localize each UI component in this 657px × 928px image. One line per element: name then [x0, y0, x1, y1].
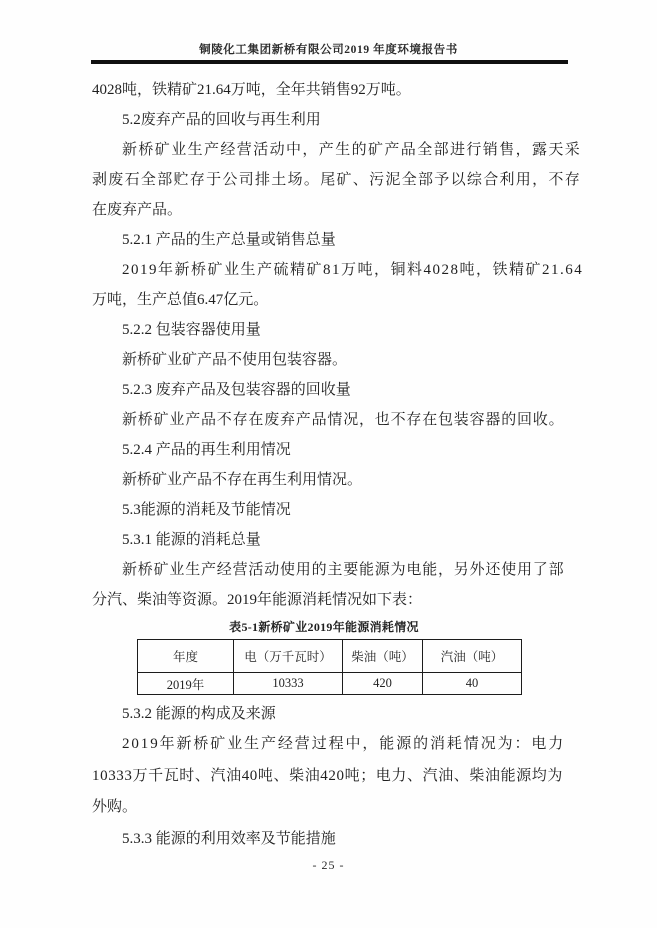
body-line: 分汽、柴油等资源。2019年能源消耗情况如下表：	[92, 591, 423, 608]
section-heading-5-3-3: 5.3.3 能源的利用效率及节能措施	[122, 830, 336, 847]
table-header-cell-year: 年度	[138, 640, 234, 673]
table-cell-diesel: 420	[343, 673, 423, 695]
section-heading-5-2-3: 5.2.3 废弃产品及包装容器的回收量	[122, 381, 351, 398]
table-header-cell-diesel: 柴油（吨）	[343, 640, 423, 673]
table-cell-year: 2019年	[138, 673, 234, 695]
table-cell-electric: 10333	[234, 673, 343, 695]
body-line: 新桥矿业矿产品不使用包装容器。	[122, 351, 348, 368]
table-caption: 表5-1新桥矿业2019年能源消耗情况	[229, 619, 419, 634]
body-line: 剥废石全部贮存于公司排土场。尾矿、污泥全部予以综合利用，不存	[92, 171, 582, 188]
body-line: 新桥矿业生产经营活动中，产生的矿产品全部进行销售，露天采	[122, 141, 582, 158]
section-heading-5-2-1: 5.2.1 产品的生产总量或销售总量	[122, 231, 336, 248]
table-data-row	[138, 673, 522, 695]
body-text	[92, 73, 584, 853]
table-header-row	[138, 640, 522, 673]
section-heading-5-2-4: 5.2.4 产品的再生利用情况	[122, 441, 291, 458]
table-cell-gasoline: 40	[423, 673, 522, 695]
body-line: 万吨，生产总值6.47亿元。	[92, 291, 269, 308]
section-heading-5-3-1: 5.3.1 能源的消耗总量	[122, 531, 261, 548]
body-line: 新桥矿业生产经营活动使用的主要能源为电能，另外还使用了部	[122, 561, 565, 578]
section-heading-5-2: 5.2废弃产品的回收与再生利用	[122, 111, 321, 128]
body-line: 新桥矿业产品不存在再生利用情况。	[122, 471, 363, 488]
page-number: - 25 -	[312, 858, 345, 872]
body-line: 外购。	[92, 799, 138, 816]
header-rule	[91, 60, 568, 64]
section-heading-5-2-2: 5.2.2 包装容器使用量	[122, 321, 261, 338]
page-header-title: 铜陵化工集团新桥有限公司2019 年度环境报告书	[199, 44, 458, 56]
body-line: 在废弃产品。	[92, 201, 183, 218]
body-line: 10333万千瓦时、汽油40吨、柴油420吨；电力、汽油、柴油能源均为	[92, 767, 564, 784]
body-line: 2019年新桥矿业生产硫精矿81万吨，铜料4028吨，铁精矿21.64	[122, 261, 584, 278]
body-line: 2019年新桥矿业生产经营过程中，能源的消耗情况为：电力	[122, 736, 566, 753]
body-line: 4028吨，铁精矿21.64万吨，全年共销售92万吨。	[92, 81, 411, 98]
table-header-cell-gasoline: 汽油（吨）	[423, 640, 522, 673]
table-header-cell-electric: 电（万千瓦时）	[234, 640, 343, 673]
energy-consumption-table	[137, 639, 522, 695]
section-heading-5-3: 5.3能源的消耗及节能情况	[122, 501, 291, 518]
section-heading-5-3-2: 5.3.2 能源的构成及来源	[122, 705, 276, 722]
body-line: 新桥矿业产品不存在废弃产品情况，也不存在包装容器的回收。	[122, 411, 565, 428]
